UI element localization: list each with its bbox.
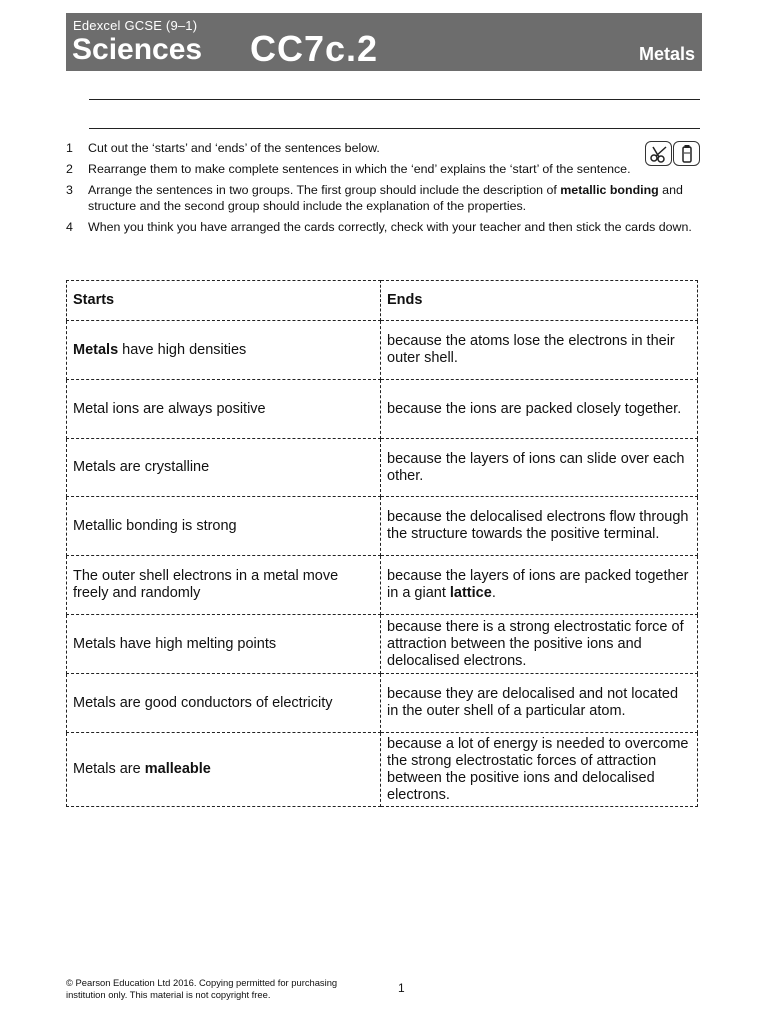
card-row <box>67 674 698 733</box>
worksheet-header <box>66 13 702 71</box>
end-card-text-part: lattice <box>449 585 492 601</box>
end-card-text-part: because the delocalised electrons flow through the structure towards the positive terminal. <box>387 509 689 542</box>
instruction-text-part: Cut out the ‘starts’ and ‘ends’ of the sentences below. <box>88 141 380 155</box>
instruction-text <box>88 141 380 155</box>
start-card-text-part: malleable <box>144 761 211 777</box>
instruction-item <box>66 219 696 235</box>
instruction-text-part: Rearrange them to make complete sentences in which the ‘end’ explains the ‘start’ of the sentence. <box>88 162 631 176</box>
table-header-row <box>67 281 698 321</box>
start-card <box>67 321 381 380</box>
end-card-text-part: because the atoms lose the electrons in their outer shell. <box>387 333 675 366</box>
start-card-text-part: Metals have high melting points <box>73 635 277 652</box>
course-label: Edexcel GCSE (9–1) <box>73 18 198 33</box>
end-card-text-part: because the layers of ions are packed together in a giant <box>387 568 689 601</box>
start-card-text-part: Metals are good conductors of electricity <box>73 694 333 711</box>
instruction-text-part: metallic bonding <box>560 183 659 197</box>
start-card <box>67 615 381 674</box>
card-row <box>67 733 698 807</box>
card-row <box>67 497 698 556</box>
end-card <box>381 733 698 807</box>
header-ends: Ends <box>381 281 698 321</box>
start-card-text-part: Metals are crystalline <box>73 459 210 475</box>
instruction-item <box>66 161 696 177</box>
page-number: 1 <box>398 981 405 995</box>
instruction-text-part: and structure and the second group should include the explanation of the properties. <box>88 183 683 213</box>
sentence-cards-table <box>66 280 698 807</box>
end-card-text-part: because there is a strong electrostatic force of attraction between the positive ions and delocalised electrons. <box>387 618 684 669</box>
end-card-text-part: . <box>491 585 496 601</box>
name-line <box>89 99 700 100</box>
card-row <box>67 439 698 497</box>
end-card <box>381 615 698 674</box>
card-row <box>67 321 698 380</box>
instruction-text <box>88 220 692 234</box>
instruction-text <box>88 183 683 213</box>
start-card-text-part: The outer shell electrons in a metal move freely and randomly <box>73 568 339 601</box>
start-card-text-part: Metallic bonding is strong <box>73 517 237 534</box>
copyright-notice: © Pearson Education Ltd 2016. Copying permitted for purchasing institution only. This material is not copyright free. <box>66 977 338 1000</box>
start-card-text-part: Metals <box>73 341 119 358</box>
end-card <box>381 321 698 380</box>
end-card-text-part: because a lot of energy is needed to overcome the strong electrostatic forces of attraction between the positive ions and delocalised electrons. <box>387 735 689 803</box>
end-card <box>381 380 698 439</box>
instruction-item <box>66 182 696 214</box>
end-card <box>381 439 698 497</box>
instruction-text-part: Arrange the sentences in two groups. The first group should include the description of <box>88 183 561 197</box>
end-card-text-part: because they are delocalised and not located in the outer shell of a particular atom. <box>387 686 679 719</box>
instruction-item <box>66 140 696 156</box>
start-card <box>67 556 381 615</box>
end-card <box>381 556 698 615</box>
start-card-text-part: Metal ions are always positive <box>73 400 266 417</box>
card-row <box>67 556 698 615</box>
instruction-number: 2 <box>66 162 73 176</box>
instruction-number: 3 <box>66 183 73 197</box>
class-line <box>89 128 700 129</box>
instruction-number: 4 <box>66 220 73 234</box>
instructions-list <box>66 140 696 240</box>
instruction-text <box>88 162 631 176</box>
start-card <box>67 674 381 733</box>
end-card-text-part: because the ions are packed closely together. <box>387 400 682 417</box>
instruction-text-part: When you think you have arranged the cards correctly, check with your teacher and then stick the cards down. <box>88 220 692 234</box>
start-card-text-part: Metals are <box>73 761 145 777</box>
card-row <box>67 380 698 439</box>
instruction-number: 1 <box>66 141 73 155</box>
end-card <box>381 674 698 733</box>
end-card-text-part: because the layers of ions can slide over each other. <box>387 450 685 484</box>
header-starts: Starts <box>67 281 381 321</box>
start-card <box>67 380 381 439</box>
lesson-code: CC7c.2 <box>250 28 379 69</box>
start-card-text-part: have high densities <box>118 341 247 358</box>
card-row <box>67 615 698 674</box>
start-card <box>67 497 381 556</box>
start-card <box>67 439 381 497</box>
subject-title: Sciences <box>72 33 203 66</box>
topic-title: Metals <box>638 44 695 64</box>
start-card <box>67 733 381 807</box>
end-card <box>381 497 698 556</box>
